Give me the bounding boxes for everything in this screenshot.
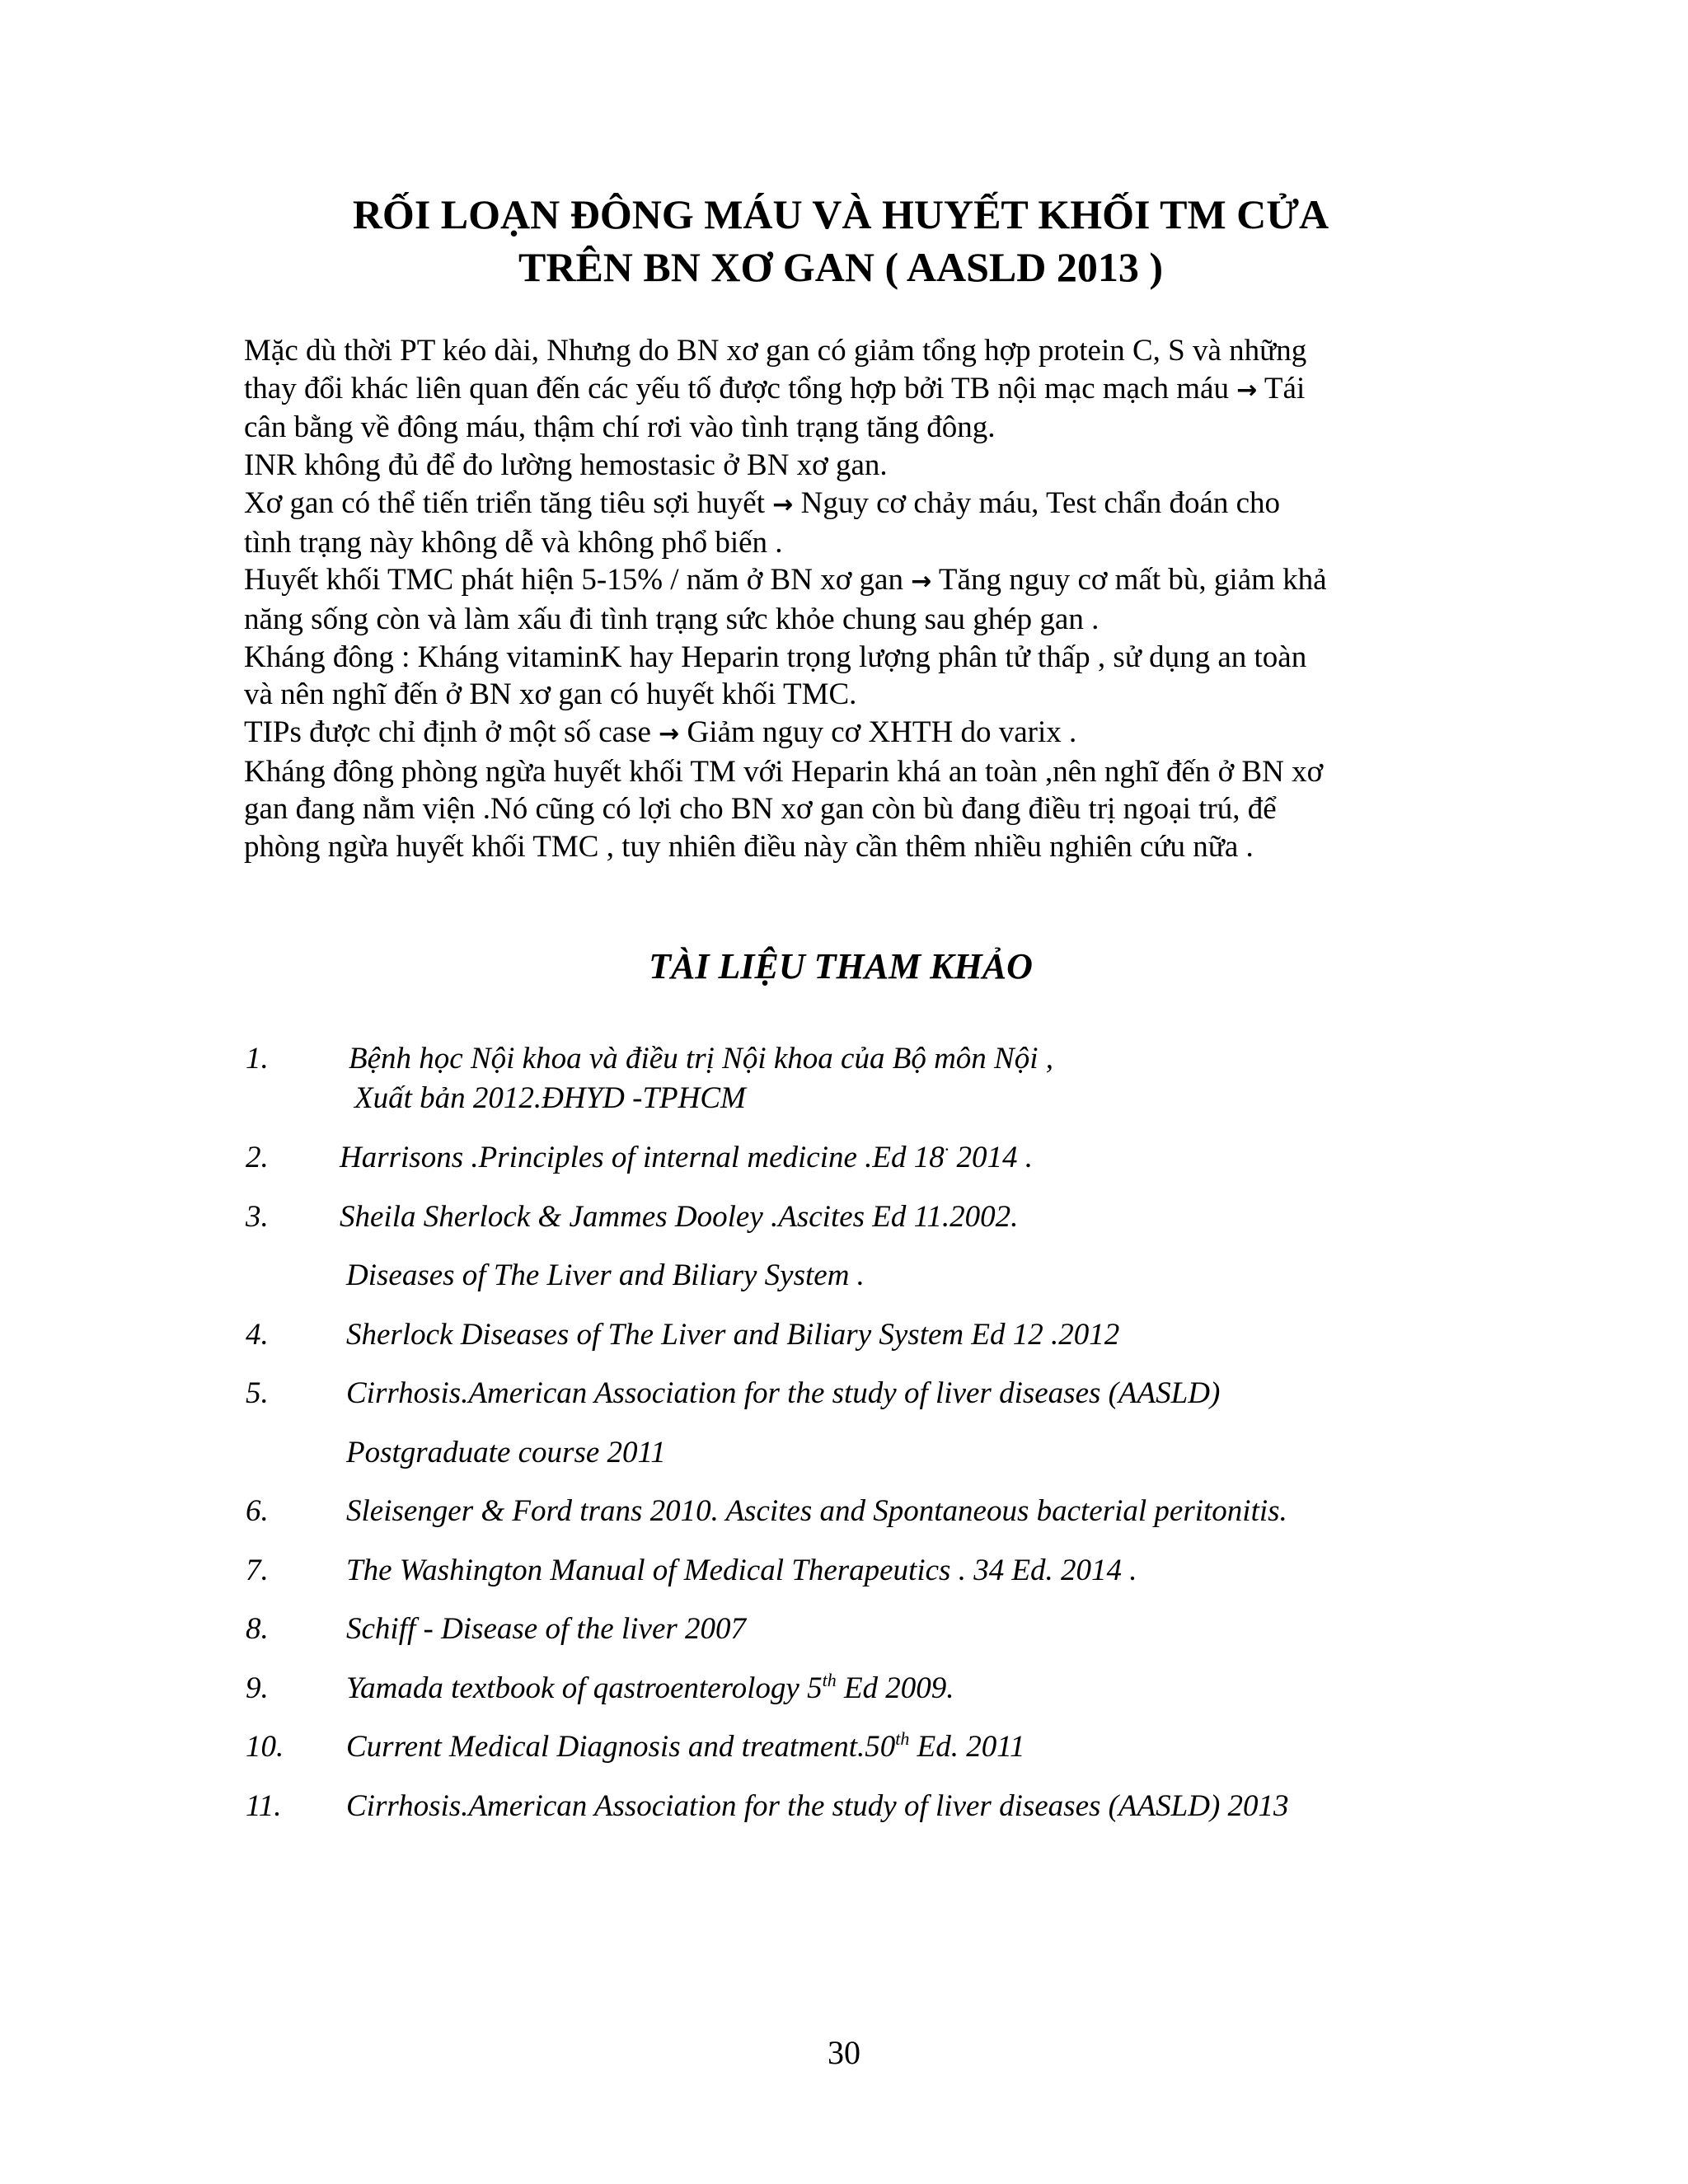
reference-number: 5. xyxy=(246,1376,269,1410)
paragraph-7-line-1: Kháng đông phòng ngừa huyết khối TM với Heparin khá an toàn ,nên nghĩ đến ở BN xơ xyxy=(244,754,1324,789)
title-line-2: TRÊN BN XƠ GAN ( AASLD 2013 ) xyxy=(518,244,1163,290)
reference-item-tail: Ed. 2011 xyxy=(909,1730,1025,1764)
reference-item-superscript: th xyxy=(895,1728,910,1749)
paragraph-7-line-3: phòng ngừa huyết khối TMC , tuy nhiên điều này cần thêm nhiều nghiên cứu nữa . xyxy=(244,830,1254,865)
reference-number: 6. xyxy=(246,1494,269,1528)
paragraph-3-line-1-after: Nguy cơ chảy máu, Test chẩn đoán cho xyxy=(793,485,1281,520)
paragraph-1-line-2-text: thay đổi khác liên quan đến các yếu tố được tổng hợp bởi TB nội mạc mạch máu xyxy=(244,371,1229,405)
reference-number: 10. xyxy=(246,1730,284,1764)
paragraph-6-text: TIPs được chỉ định ở một số case xyxy=(244,715,651,750)
paragraph-3-line-1-text: Xơ gan có thể tiến triển tăng tiêu sợi huyết xyxy=(244,485,765,520)
references-heading: TÀI LIỆU THAM KHẢO xyxy=(649,946,1033,987)
paragraph-5-line-1: Kháng đông : Kháng vitaminK hay Heparin trọng lượng phân tử thấp , sử dụng an toàn xyxy=(244,640,1307,674)
reference-item: Sherlock Diseases of The Liver and Biliary System Ed 12 .2012 xyxy=(346,1318,1120,1352)
reference-item: Cirrhosis.American Association for the study of liver diseases (AASLD) 2013 xyxy=(346,1789,1289,1823)
paragraph-7-line-2: gan đang nằm viện .Nó cũng có lợi cho BN xơ gan còn bù đang điều trị ngoại trú, để xyxy=(244,792,1277,827)
reference-item: Sheila Sherlock & Jammes Dooley .Ascites Ed 11.2002. xyxy=(340,1200,1019,1234)
body-text xyxy=(244,332,1456,866)
reference-item: Schiff - Disease of the liver 2007 xyxy=(346,1612,747,1646)
title-line-1: RỐI LOẠN ĐÔNG MÁU VÀ HUYẾT KHỐI TM CỬA xyxy=(352,191,1329,237)
arrow-right-icon: → xyxy=(1236,375,1258,405)
document-title xyxy=(239,188,1442,293)
paragraph-4-line-1-text: Huyết khối TMC phát hiện 5-15% / năm ở BN xơ gan xyxy=(244,563,903,598)
reference-item xyxy=(340,1140,1033,1176)
paragraph-1-line-2 xyxy=(244,370,1456,410)
paragraph-4-line-1 xyxy=(244,561,1456,601)
paragraph-6 xyxy=(244,714,1456,753)
page-number: 30 xyxy=(828,2034,860,2071)
arrow-right-icon: → xyxy=(772,490,794,519)
paragraph-6-after: Giảm nguy cơ XHTH do varix . xyxy=(679,715,1077,750)
reference-item-superscript: th xyxy=(822,1670,837,1690)
reference-number: 2. xyxy=(246,1141,269,1174)
paragraph-2: INR không đủ để đo lường hemostasic ở BN xơ gan. xyxy=(244,448,888,483)
arrow-right-icon: → xyxy=(659,719,680,749)
paragraph-1-line-3: cân bằng về đông máu, thậm chí rơi vào tình trạng tăng đông. xyxy=(244,410,996,445)
reference-number: 4. xyxy=(246,1318,269,1352)
reference-item: Sleisenger & Ford trans 2010. Ascites and Spontaneous bacterial peritonitis. xyxy=(346,1494,1287,1528)
reference-number: 3. xyxy=(246,1200,269,1234)
reference-item-text: Yamada textbook of qastroenterology 5 xyxy=(346,1671,823,1705)
reference-number: 9. xyxy=(246,1671,269,1705)
reference-item xyxy=(346,1671,954,1707)
reference-item-text: Current Medical Diagnosis and treatment.50 xyxy=(346,1730,896,1764)
arrow-right-icon: → xyxy=(911,567,932,597)
reference-item xyxy=(346,1729,1025,1765)
paragraph-1-line-2-after: Tái xyxy=(1257,371,1306,405)
reference-item: The Washington Manual of Medical Therapeutics . 34 Ed. 2014 . xyxy=(346,1554,1137,1587)
reference-item-text: Harrisons .Principles of internal medicine .Ed 18 xyxy=(340,1141,945,1174)
paragraph-3-line-2: tình trạng này không dễ và không phổ biến . xyxy=(244,525,783,560)
paragraph-5-line-2: và nên nghĩ đến ở BN xơ gan có huyết khối TMC. xyxy=(244,677,857,712)
reference-item-continued: Diseases of The Liver and Biliary System . xyxy=(346,1258,865,1292)
paragraph-1-line-1: Mặc dù thời PT kéo dài, Nhưng do BN xơ gan có giảm tổng hợp protein C, S và những xyxy=(244,334,1307,368)
reference-number: 11. xyxy=(246,1789,282,1823)
reference-number: 1. xyxy=(246,1042,269,1076)
paragraph-4-line-2: năng sống còn và làm xấu đi tình trạng sức khỏe chung sau ghép gan . xyxy=(244,602,1100,636)
reference-item-tail: Ed 2009. xyxy=(836,1671,954,1705)
reference-item: Bệnh học Nội khoa và điều trị Nội khoa của Bộ môn Nội , xyxy=(349,1042,1053,1076)
reference-item-mark: · xyxy=(944,1139,950,1160)
reference-item-continued: Postgraduate course 2011 xyxy=(346,1436,666,1469)
reference-number: 8. xyxy=(246,1612,269,1646)
reference-item-tail: 2014 . xyxy=(949,1141,1034,1174)
paragraph-4-line-1-after: Tăng nguy cơ mất bù, giảm khả xyxy=(931,563,1327,598)
reference-item-continued: Xuất bản 2012.ĐHYD -TPHCM xyxy=(354,1081,746,1115)
reference-number: 7. xyxy=(246,1554,269,1587)
paragraph-3-line-1 xyxy=(244,485,1456,524)
reference-item: Cirrhosis.American Association for the study of liver diseases (AASLD) xyxy=(346,1376,1221,1410)
